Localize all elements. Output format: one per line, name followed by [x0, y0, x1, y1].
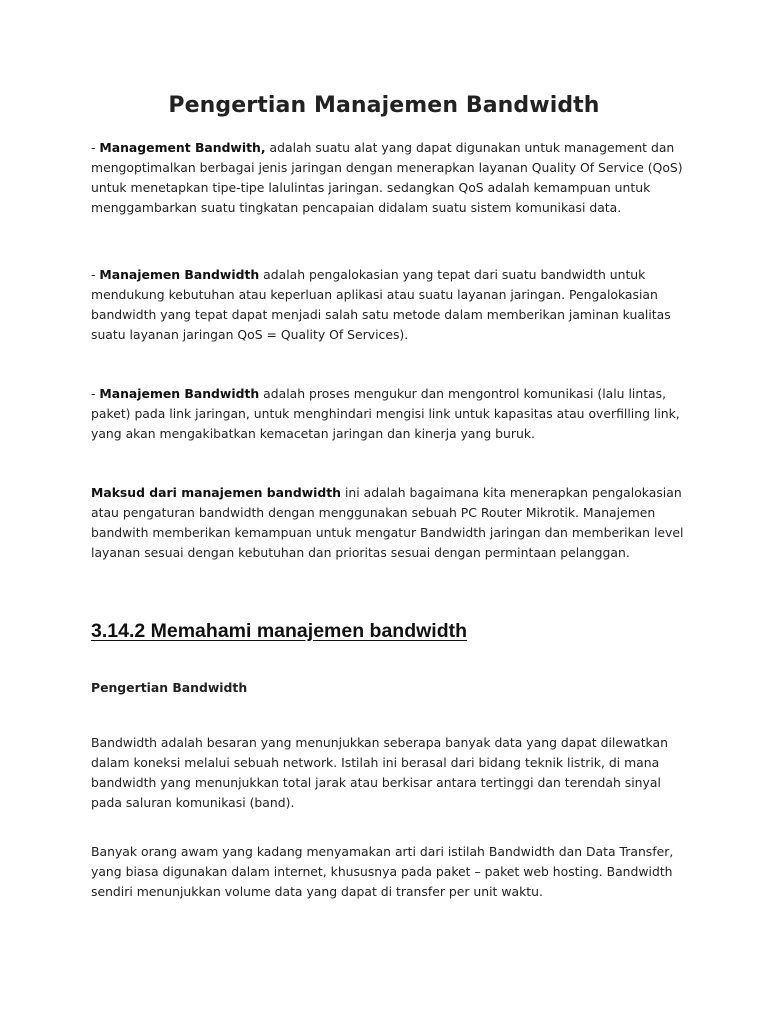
subheading: Pengertian Bandwidth	[91, 680, 248, 695]
paragraph-3	[91, 384, 691, 444]
paragraph-text: adalah pengalokasian yang tepat dari suatu bandwidth untuk mendukung kebutuhan atau keperluan aplikasi atau suatu layanan jaringan. Pengalokasian bandwidth yang tepat dapat menjadi salah satu metode dalam memberikan jaminan kualitas suatu layanan jaringan QoS = Quality Of Services).	[91, 267, 671, 342]
paragraph-prefix: -	[91, 267, 100, 282]
section-paragraph-1: Bandwidth adalah besaran yang menunjukkan seberapa banyak data yang dapat dilewatkan dalam koneksi melalui sebuah network. Istilah ini berasal dari bidang teknik listrik, di mana bandwidth yang menunjukkan total jarak atau berkisar antara tertinggi dan terendah sinyal pada saluran komunikasi (band).	[91, 735, 668, 810]
page-title: Pengertian Manajemen Bandwidth	[168, 93, 600, 118]
section-heading: 3.14.2 Memahami manajemen bandwidth	[91, 620, 468, 642]
paragraph-1	[91, 138, 691, 218]
paragraph-4	[91, 483, 691, 563]
paragraph-text: ini adalah bagaimana kita menerapkan pengalokasian atau pengaturan bandwidth dengan menggunakan sebuah PC Router Mikrotik. Manajemen bandwith memberikan kemampuan untuk mengatur Bandwidth jaringan dan memberikan level layanan sesuai dengan kebutuhan dan prioritas sesuai dengan permintaan pelanggan.	[91, 485, 684, 560]
paragraph-prefix: -	[91, 386, 100, 401]
paragraph-2	[91, 265, 691, 345]
paragraph-prefix: -	[91, 140, 100, 155]
paragraph-bold-term: Management Bandwith,	[99, 140, 266, 155]
paragraph-bold-term: Manajemen Bandwidth	[99, 267, 260, 282]
paragraph-text: adalah proses mengukur dan mengontrol komunikasi (lalu lintas, paket) pada link jaringan, untuk menghindari mengisi link untuk kapasitas atau overfilling link, yang akan mengakibatkan kemacetan jaringan dan kinerja yang buruk.	[91, 386, 680, 441]
paragraph-bold-term: Maksud dari manajemen bandwidth	[91, 485, 341, 500]
paragraph-bold-term: Manajemen Bandwidth	[99, 386, 260, 401]
section-paragraph-2: Banyak orang awam yang kadang menyamakan arti dari istilah Bandwidth dan Data Transfer, yang biasa digunakan dalam internet, khususnya pada paket – paket web hosting. Bandwidth sendiri menunjukkan volume data yang dapat di transfer per unit waktu.	[91, 844, 674, 899]
paragraph-text: adalah suatu alat yang dapat digunakan untuk management dan mengoptimalkan berbagai jenis jaringan dengan menerapkan layanan Quality Of Service (QoS) untuk menetapkan tipe-tipe lalulintas jaringan. sedangkan QoS adalah kemampuan untuk menggambarkan suatu tingkatan pencapaian didalam suatu sistem komunikasi data.	[91, 140, 683, 215]
